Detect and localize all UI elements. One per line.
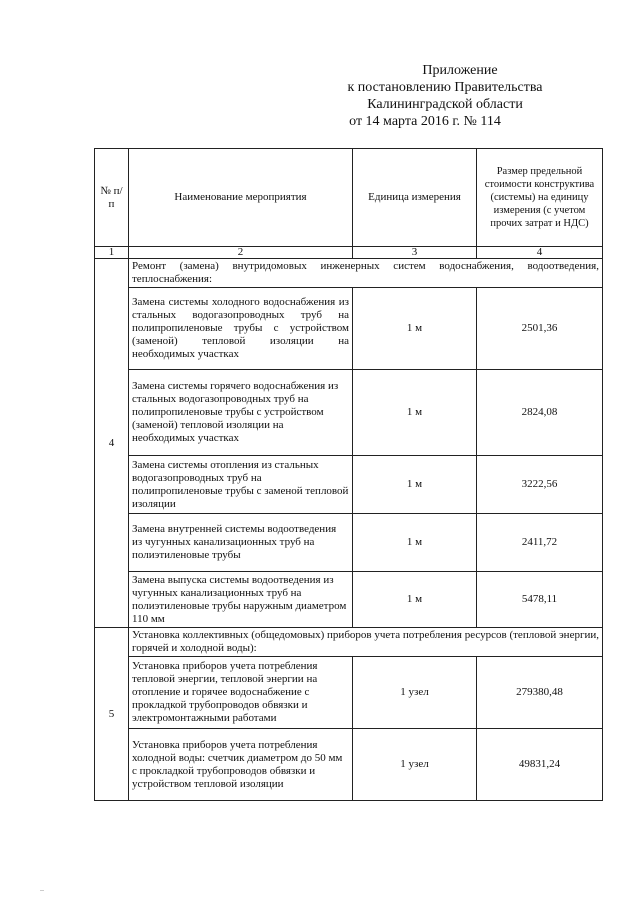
col-header-num: № п/п: [95, 149, 129, 247]
section-title: Установка коллективных (общедомовых) приборов учета потребления ресурсов (тепловой энергии, горячей и холодной воды):: [129, 628, 603, 657]
item-name: Замена внутренней системы водоотведения из чугунных канализационных труб на полиэтиленовые трубы: [129, 514, 353, 572]
appendix-region-line: Калининградской области: [367, 97, 523, 112]
table-row: [95, 572, 603, 628]
col-index: 2: [129, 247, 353, 259]
col-header-name: Наименование мероприятия: [129, 149, 353, 247]
table-row: [95, 514, 603, 572]
item-unit: 1 узел: [353, 729, 477, 801]
item-name: Установка приборов учета потребления тепловой энергии, тепловой энергии на отопление и горячее водоснабжение с прокладкой трубопроводов обвязки и электромонтажными работами: [129, 657, 353, 729]
item-name: Замена системы холодного водоснабжения из стальных водогазопроводных труб на полипропиленовые трубы с устройством (заменой) тепловой изоляции на необходимых участках: [129, 288, 353, 370]
column-index-row: [95, 247, 603, 259]
appendix-header: [330, 62, 560, 130]
table-row: [95, 729, 603, 801]
item-unit: 1 м: [353, 572, 477, 628]
item-name: Установка приборов учета потребления холодной воды: счетчик диаметром до 50 мм с прокладкой трубопроводов обвязки и устройством тепловой изоляции: [129, 729, 353, 801]
section-title: Ремонт (замена) внутридомовых инженерных систем водоснабжения, водоотведения, теплоснабжения:: [129, 259, 603, 288]
col-index: 4: [477, 247, 603, 259]
table-header-row: [95, 149, 603, 247]
scan-speck: [40, 890, 44, 891]
item-value: 279380,48: [477, 657, 603, 729]
appendix-title: Приложение: [422, 63, 498, 78]
item-value: 2411,72: [477, 514, 603, 572]
item-value: 49831,24: [477, 729, 603, 801]
appendix-date-line: от 14 марта 2016 г. № 114: [349, 114, 501, 129]
item-value: 2824,08: [477, 370, 603, 456]
item-value: 3222,56: [477, 456, 603, 514]
col-index: 3: [353, 247, 477, 259]
item-unit: 1 м: [353, 514, 477, 572]
item-name: Замена системы горячего водоснабжения из стальных водогазопроводных труб на полипропиленовые трубы с устройством (заменой) тепловой изоляции на необходимых участках: [129, 370, 353, 456]
appendix-decree-line: к постановлению Правительства: [347, 80, 543, 95]
col-header-unit: Единица измерения: [353, 149, 477, 247]
col-index: 1: [95, 247, 129, 259]
cost-table: [94, 148, 603, 801]
table-row: [95, 370, 603, 456]
item-unit: 1 м: [353, 456, 477, 514]
item-value: 2501,36: [477, 288, 603, 370]
item-value: 5478,11: [477, 572, 603, 628]
table-row: [95, 657, 603, 729]
col-header-cost: Размер предельной стоимости конструктива (системы) на единицу измерения (с учетом прочих затрат и НДС): [477, 149, 603, 247]
section-row: [95, 628, 603, 657]
item-unit: 1 м: [353, 370, 477, 456]
section-number: 5: [95, 628, 129, 801]
item-unit: 1 узел: [353, 657, 477, 729]
item-name: Замена выпуска системы водоотведения из чугунных канализационных труб на полиэтиленовые трубы наружным диаметром 110 мм: [129, 572, 353, 628]
item-name: Замена системы отопления из стальных водогазопроводных труб на полипропиленовые трубы с заменой тепловой изоляции: [129, 456, 353, 514]
table-row: [95, 456, 603, 514]
item-unit: 1 м: [353, 288, 477, 370]
section-row: [95, 259, 603, 288]
section-number: 4: [95, 259, 129, 628]
table-row: [95, 288, 603, 370]
